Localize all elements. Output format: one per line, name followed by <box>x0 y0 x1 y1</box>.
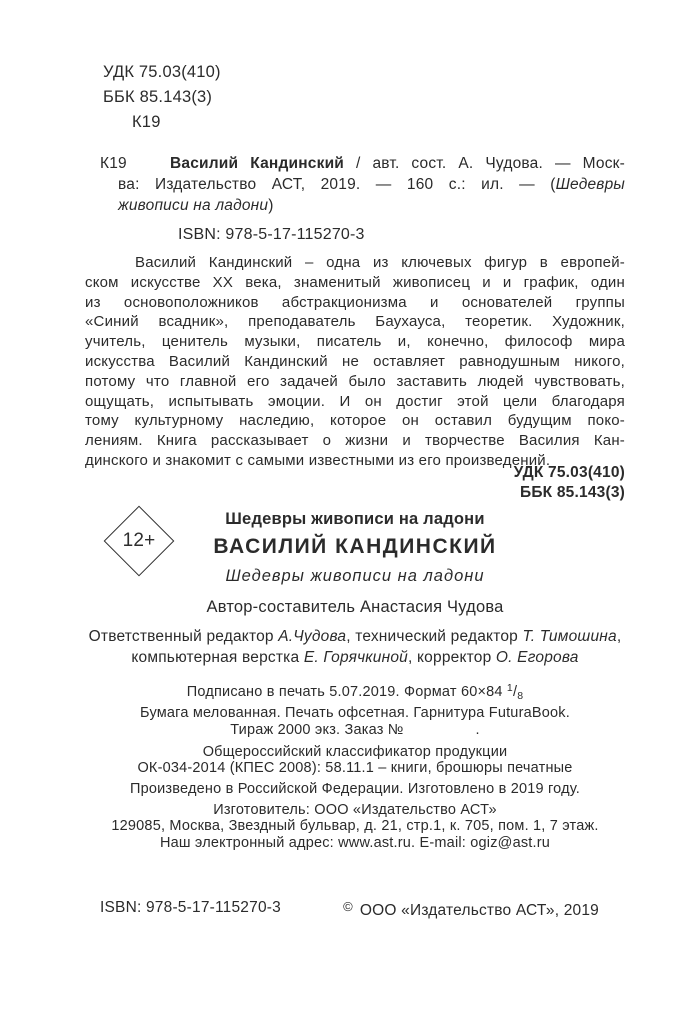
annotation-line: тому культурному наследию, которое он оставил будущим поко- <box>85 412 625 430</box>
editor-name-2: Т. Тимошина <box>522 627 617 645</box>
manufacturer-block <box>85 802 625 852</box>
udk-code: УДК 75.03(410) <box>103 63 221 81</box>
format-fraction-numerator: 1 <box>506 681 513 694</box>
series-title-italic: Шедевры живописи на ладони <box>225 566 485 585</box>
print-info-block <box>85 680 625 739</box>
format-fraction-slash: / <box>512 683 518 700</box>
isbn-line: ISBN: 978-5-17-115270-3 <box>178 226 365 243</box>
editors-line-1-comma: , <box>616 627 622 645</box>
editor-role-4: , корректор <box>408 648 496 666</box>
annotation-line: Василий Кандинский – одна из ключевых фигур в европей- <box>135 254 625 271</box>
manufacturer-line: Изготовитель: ООО «Издательство АСТ» <box>213 801 497 818</box>
entry-title-bold: Василий Кандинский <box>170 155 345 172</box>
age-rating-badge <box>103 505 175 577</box>
tirazh-text: Тираж 2000 экз. Заказ № <box>230 721 404 738</box>
paper-line: Бумага мелованная. Печать офсетная. Гарнитура FuturaBook. <box>140 704 570 721</box>
annotation-line: ощущать, испытывать эмоции. И он достиг этой цели благодаря <box>85 392 625 410</box>
footer <box>0 899 691 920</box>
entry-series-italic-1: Шедевры <box>555 176 625 193</box>
editors-line-1 <box>85 626 625 647</box>
annotation-line: «Синий всадник», преподаватель Баухауса, теоретик. Художник, <box>85 313 625 331</box>
footer-isbn: ISBN: 978-5-17-115270-3 <box>100 899 281 917</box>
annotation <box>85 253 625 471</box>
tirazh-period: . <box>475 721 480 738</box>
author-sign-code: К19 <box>132 113 161 131</box>
bibliographic-entry <box>100 153 625 216</box>
copyright-line <box>343 899 599 920</box>
udk-code-right: УДК 75.03(410) <box>513 463 625 481</box>
annotation-line: искусства Василий Кандинский не оставляет равнодушным никого, <box>85 352 625 370</box>
copyright-text: ООО «Издательство АСТ», 2019 <box>359 902 599 920</box>
copyright-icon: © <box>343 899 353 915</box>
classifier-block <box>85 744 625 777</box>
classifier-title: Общероссийский классификатор продукции <box>202 743 508 760</box>
annotation-line: потому что главной его задачей было заставить людей чувствовать, <box>85 372 625 390</box>
editors-line-2 <box>85 647 625 668</box>
classifier-code: ОК-034-2014 (КПЕС 2008): 58.11.1 – книги, брошюры печатные <box>137 760 573 777</box>
editor-role-3: компьютерная верстка <box>131 648 304 666</box>
entry-line-3 <box>118 195 625 216</box>
tirazh-line <box>85 722 625 739</box>
annotation-line: лениям. Книга рассказывает о жизни и творчестве Василия Кан- <box>85 432 625 450</box>
annotation-line: из основоположников абстракционизма и основателей группы <box>85 293 625 311</box>
editor-name-1: А.Чудова <box>278 627 347 645</box>
entry-author-sign: К19 <box>100 155 127 172</box>
annotation-line: учитель, ценитель музыки, писатель и, конечно, философ мира <box>85 333 625 351</box>
editor-role-2: , технический редактор <box>346 627 523 645</box>
annotation-line: ском искусстве XX века, знаменитый живописец и и график, один <box>85 273 625 291</box>
series-title-bold: Шедевры живописи на ладони <box>225 509 485 528</box>
entry-line-1-rest: / авт. сост. А. Чудова. — Моск- <box>344 155 625 172</box>
entry-series-italic-2: живописи на ладони <box>118 197 269 214</box>
editor-name-3: Е. Горячкиной <box>303 648 409 666</box>
editor-role-1: Ответственный редактор <box>88 627 279 645</box>
print-date-line <box>85 680 625 705</box>
editor-name-4: О. Егорова <box>495 648 579 666</box>
entry-line-2-pre: ва: Издательство АСТ, 2019. — 160 с.: ил. — ( <box>118 176 556 193</box>
format-fraction-denominator: 8 <box>517 689 524 702</box>
book-title: ВАСИЛИЙ КАНДИНСКИЙ <box>213 534 497 558</box>
top-classification-codes <box>103 60 691 135</box>
address-line: 129085, Москва, Звездный бульвар, д. 21, стр.1, к. 705, пом. 1, 7 этаж. <box>111 818 599 835</box>
staff-block <box>85 626 625 668</box>
bbk-code-right: ББК 85.143(3) <box>520 483 625 501</box>
produced-line: Произведено в Российской Федерации. Изготовлено в 2019 году. <box>129 780 581 797</box>
age-rating-text: 12+ <box>122 530 156 551</box>
print-date-text: Подписано в печать 5.07.2019. Формат 60×84 <box>186 683 507 700</box>
compiler-line: Автор-составитель Анастасия Чудова <box>206 597 504 616</box>
email-line: Наш электронный адрес: www.ast.ru. E-mail: ogiz@ast.ru <box>159 834 551 851</box>
entry-line-1 <box>118 153 625 174</box>
entry-line-2 <box>118 174 625 195</box>
entry-line-3-post: ) <box>268 197 274 214</box>
bbk-code: ББК 85.143(3) <box>103 88 213 106</box>
annotation-line: динского и знакомит с самыми известными из его произведений. <box>85 451 551 469</box>
